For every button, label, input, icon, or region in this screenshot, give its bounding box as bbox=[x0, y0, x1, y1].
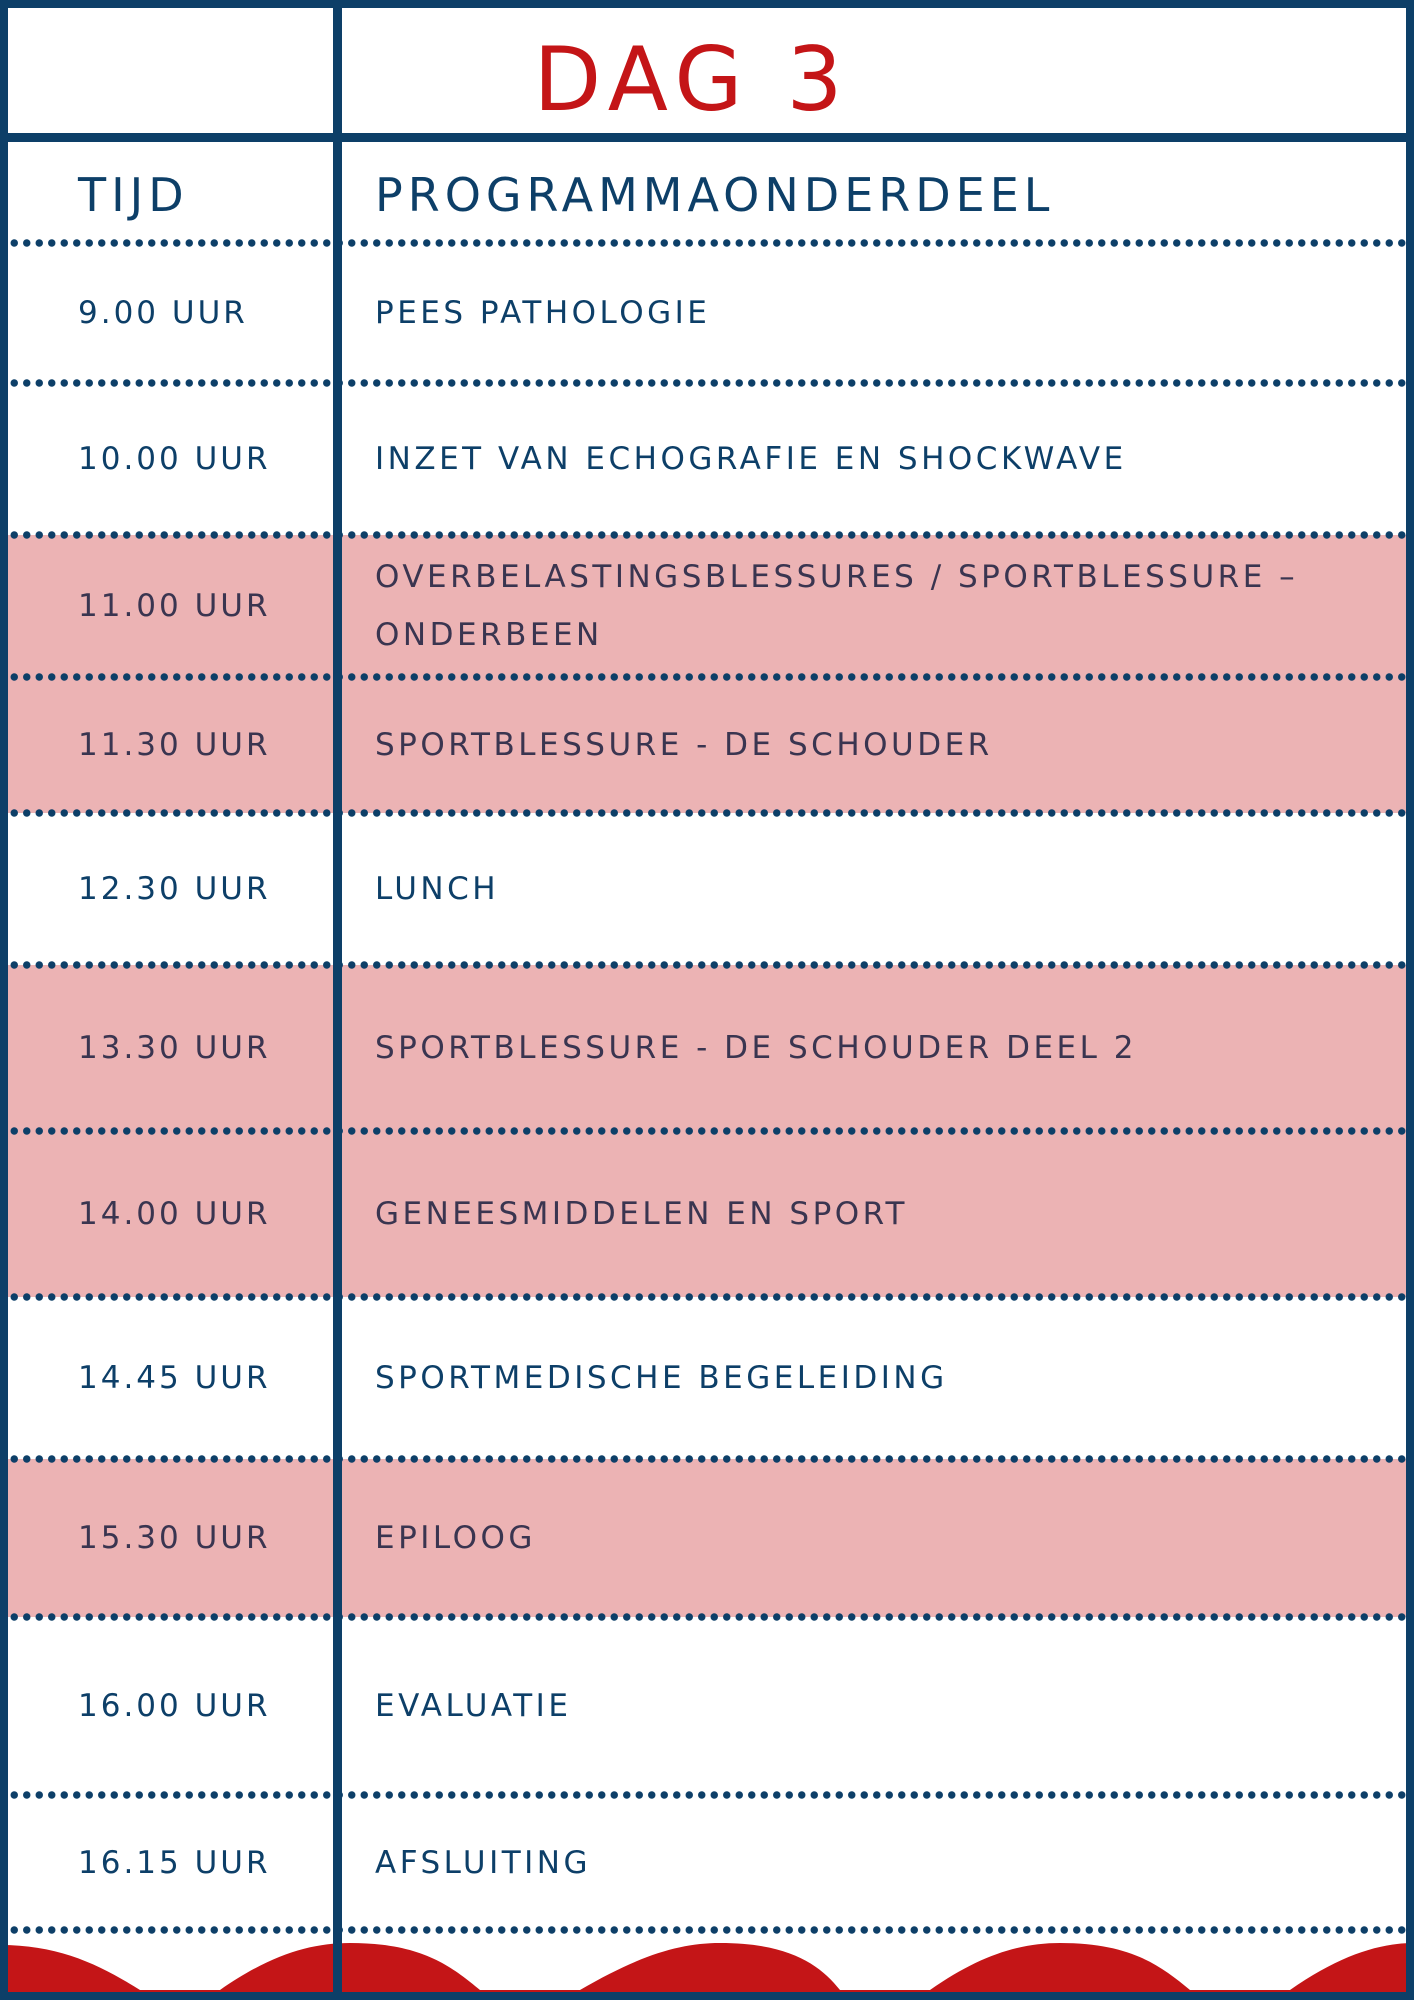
row-program-item: SPORTMEDISCHE BEGELEIDING bbox=[375, 1360, 948, 1396]
row-program-item: OVERBELASTINGSBLESSURES / SPORTBLESSURE – ONDERBEEN bbox=[375, 559, 1299, 653]
row-time: 11.30 UUR bbox=[78, 727, 271, 763]
dotted-separator bbox=[8, 1925, 1406, 1935]
table-row bbox=[8, 1617, 1406, 1795]
row-time: 15.30 UUR bbox=[78, 1520, 271, 1556]
dotted-separator bbox=[8, 530, 1406, 540]
row-program-item: PEES PATHOLOGIE bbox=[375, 295, 711, 331]
column-divider bbox=[333, 0, 342, 2000]
column-header-time: TIJD bbox=[78, 168, 189, 222]
dotted-separator bbox=[8, 1454, 1406, 1464]
table-row bbox=[8, 243, 1406, 383]
dotted-separator bbox=[8, 808, 1406, 818]
row-time: 10.00 UUR bbox=[78, 441, 271, 477]
table-row bbox=[8, 677, 1406, 813]
dotted-separator bbox=[8, 672, 1406, 682]
dotted-separator bbox=[8, 238, 1406, 248]
row-time: 14.45 UUR bbox=[78, 1360, 271, 1396]
dotted-separator bbox=[8, 378, 1406, 388]
row-program-item: GENEESMIDDELEN EN SPORT bbox=[375, 1196, 908, 1232]
row-time: 13.30 UUR bbox=[78, 1030, 271, 1066]
table-row bbox=[8, 1297, 1406, 1459]
table-row bbox=[8, 1795, 1406, 1930]
row-time: 14.00 UUR bbox=[78, 1196, 271, 1232]
row-program-item: AFSLUITING bbox=[375, 1844, 592, 1881]
table-row bbox=[8, 965, 1406, 1131]
row-program-item: LUNCH bbox=[375, 871, 500, 907]
row-time: 12.30 UUR bbox=[78, 871, 271, 907]
table-row bbox=[8, 535, 1406, 677]
dotted-separator bbox=[8, 960, 1406, 970]
row-time: 11.00 UUR bbox=[78, 588, 271, 624]
page-title: DAG 3 bbox=[533, 28, 851, 131]
table-row bbox=[8, 1459, 1406, 1617]
row-time: 16.15 UUR bbox=[78, 1844, 271, 1881]
dotted-separator bbox=[8, 1126, 1406, 1136]
column-header-program: PROGRAMMAONDERDEEL bbox=[375, 168, 1055, 222]
row-program-item: EPILOOG bbox=[375, 1520, 536, 1556]
row-time: 9.00 UUR bbox=[78, 295, 248, 331]
dotted-separator bbox=[8, 1292, 1406, 1302]
table-row bbox=[8, 813, 1406, 965]
title-divider bbox=[0, 133, 1414, 142]
row-program-item: SPORTBLESSURE - DE SCHOUDER DEEL 2 bbox=[375, 1030, 1137, 1066]
row-program-item: SPORTBLESSURE - DE SCHOUDER bbox=[375, 727, 993, 763]
wave-decoration bbox=[0, 1940, 1414, 2000]
table-row bbox=[8, 1131, 1406, 1297]
table-row bbox=[8, 383, 1406, 535]
row-program-item: EVALUATIE bbox=[375, 1688, 572, 1724]
row-program-item: INZET VAN ECHOGRAFIE EN SHOCKWAVE bbox=[375, 441, 1127, 477]
dotted-separator bbox=[8, 1790, 1406, 1800]
row-time: 16.00 UUR bbox=[78, 1688, 271, 1724]
dotted-separator bbox=[8, 1612, 1406, 1622]
